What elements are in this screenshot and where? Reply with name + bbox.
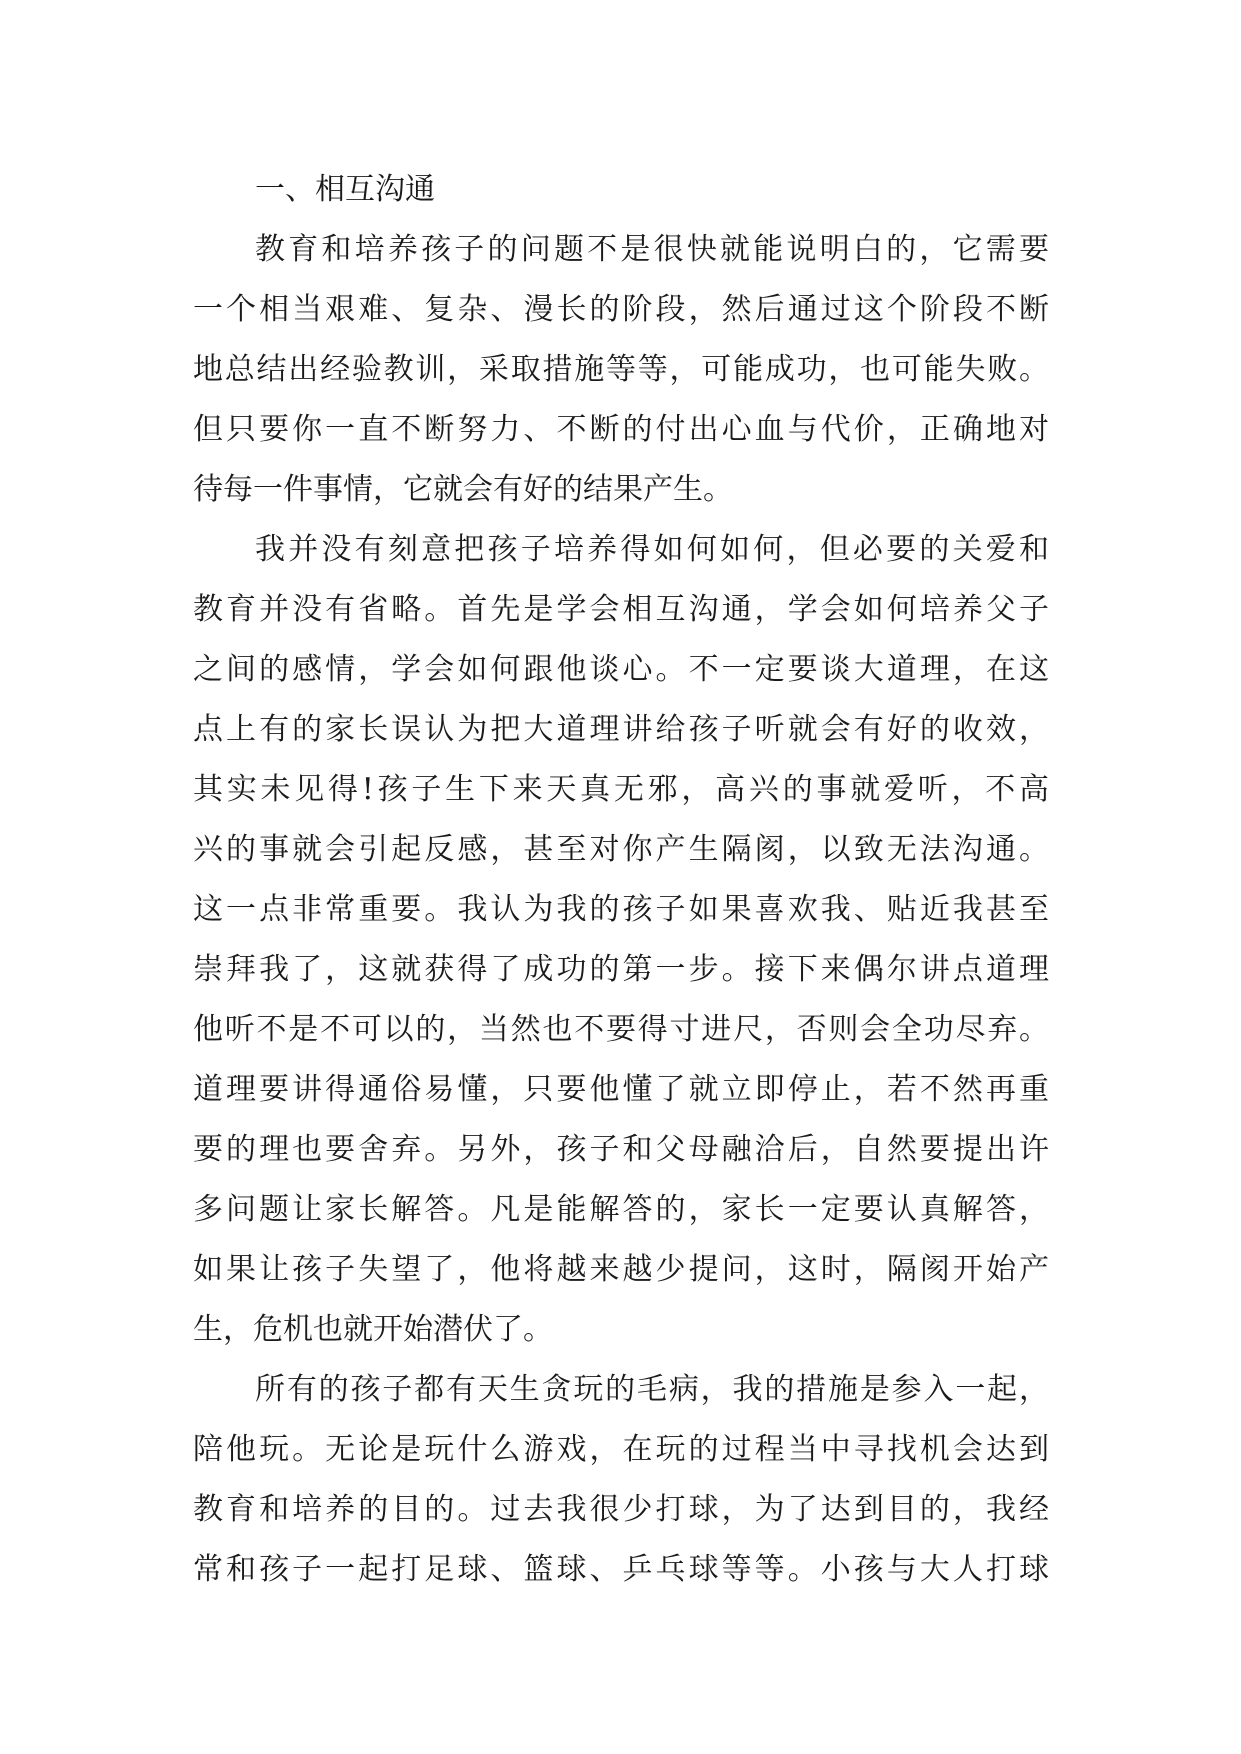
paragraph-line: 多问题让家长解答。凡是能解答的，家长一定要认真解答，	[193, 1192, 1049, 1227]
paragraph-line: 之间的感情，学会如何跟他谈心。不一定要谈大道理，在这	[193, 652, 1049, 687]
paragraph-1	[193, 220, 1049, 520]
paragraph-line: 教育和培养孩子的问题不是很快就能说明白的，它需要	[255, 232, 1049, 267]
paragraph-line: 其实未见得!孩子生下来天真无邪，高兴的事就爱听，不高	[193, 772, 1049, 807]
paragraph-line: 这一点非常重要。我认为我的孩子如果喜欢我、贴近我甚至	[193, 892, 1049, 927]
paragraph-line: 所有的孩子都有天生贪玩的毛病，我的措施是参入一起，	[255, 1372, 1049, 1407]
paragraph-line: 要的理也要舍弃。另外，孩子和父母融洽后，自然要提出许	[193, 1132, 1049, 1167]
paragraph-line: 待每一件事情，它就会有好的结果产生。	[193, 472, 733, 507]
paragraph-line: 教育并没有省略。首先是学会相互沟通，学会如何培养父子	[193, 592, 1049, 627]
paragraph-line: 一个相当艰难、复杂、漫长的阶段，然后通过这个阶段不断	[193, 292, 1049, 327]
document-body	[193, 160, 1049, 1600]
paragraph-line: 我并没有刻意把孩子培养得如何如何，但必要的关爱和	[255, 532, 1049, 567]
paragraph-3	[193, 1360, 1049, 1600]
paragraph-2	[193, 520, 1049, 1360]
paragraph-line: 点上有的家长误认为把大道理讲给孩子听就会有好的收效，	[193, 712, 1049, 747]
paragraph-line: 兴的事就会引起反感，甚至对你产生隔阂，以致无法沟通。	[193, 832, 1049, 867]
section-heading: 一、相互沟通	[255, 172, 435, 207]
paragraph-line: 教育和培养的目的。过去我很少打球，为了达到目的，我经	[193, 1492, 1049, 1527]
paragraph-line: 但只要你一直不断努力、不断的付出心血与代价，正确地对	[193, 412, 1049, 447]
paragraph-line: 地总结出经验教训，采取措施等等，可能成功，也可能失败。	[193, 352, 1049, 387]
paragraph-line: 生，危机也就开始潜伏了。	[193, 1312, 553, 1347]
paragraph-line: 崇拜我了，这就获得了成功的第一步。接下来偶尔讲点道理	[193, 952, 1049, 987]
paragraph-line: 道理要讲得通俗易懂，只要他懂了就立即停止，若不然再重	[193, 1072, 1049, 1107]
paragraph-line: 如果让孩子失望了，他将越来越少提问，这时，隔阂开始产	[193, 1252, 1049, 1287]
paragraph-line: 常和孩子一起打足球、篮球、乒乓球等等。小孩与大人打球	[193, 1552, 1049, 1587]
paragraph-line: 陪他玩。无论是玩什么游戏，在玩的过程当中寻找机会达到	[193, 1432, 1049, 1467]
paragraph-line: 他听不是不可以的，当然也不要得寸进尺，否则会全功尽弃。	[193, 1012, 1049, 1047]
